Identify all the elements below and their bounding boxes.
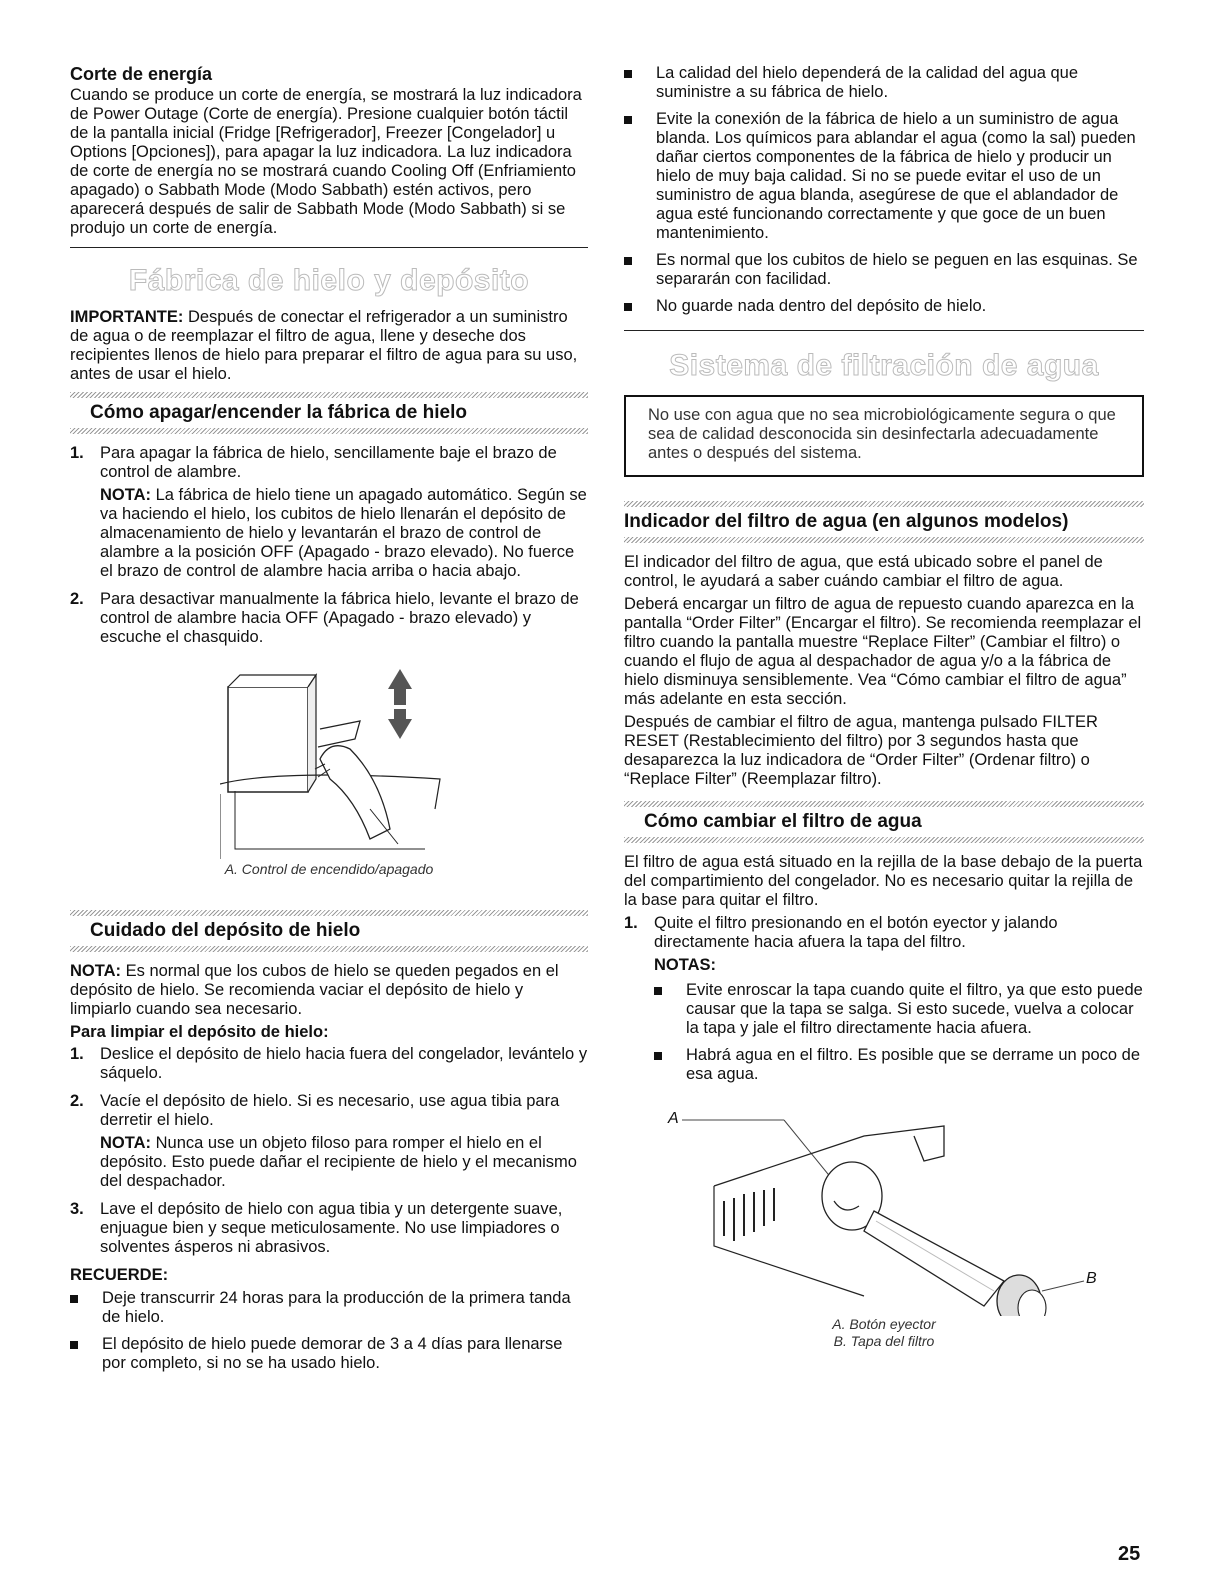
bin-care-section	[70, 910, 588, 952]
bin-care-note	[70, 962, 588, 1019]
step-text: Para desactivar manualmente la fábrica hielo, levante el brazo de control de alambre hacia OFF (Apagado - brazo elevado) y escuche el chasquido.	[100, 590, 579, 646]
remember-item	[70, 1289, 588, 1327]
icemaker-arm-drawing	[220, 669, 450, 859]
note-text: Nunca use un objeto filoso para romper el hielo en el depósito. Esto puede dañar el recipiente de hielo y el mecanismo del despachador.	[100, 1134, 577, 1190]
notes-item	[654, 981, 1144, 1038]
step-text: Deslice el depósito de hielo hacia fuera del congelador, levántelo y sáquelo.	[100, 1045, 588, 1082]
change-paragraph: El filtro de agua está situado en la rejilla de la base debajo de la puerta del compartimiento del congelador. No es necesario quitar la rejilla de la base para quitar el filtro.	[624, 853, 1143, 909]
bullet-text: No guarde nada dentro del depósito de hielo.	[656, 297, 987, 315]
callout-b-label: B	[1086, 1270, 1097, 1287]
bullet-square-icon	[70, 1289, 102, 1327]
right-column	[624, 64, 1144, 1350]
remember-title: RECUERDE:	[70, 1266, 169, 1284]
warning-box: No use con agua que no sea microbiológicamente segura o que sea de calidad desconocida sin desinfectarla adecuadamente antes o después del sistema.	[624, 395, 1144, 477]
bullet-text: El depósito de hielo puede demorar de 3 a 4 días para llenarse por completo, si no se ha usado hielo.	[102, 1335, 563, 1372]
power-outage-text: Cuando se produce un corte de energía, se mostrará la luz indicadora de Power Outage (Corte de energía). Presione cualquier botón táctil de la pantalla inicial (Fridge [Refrigerador], Freezer [Congelador] u Options [Opciones]), para apagar la luz indicadora. La luz indicadora de corte de energía no se mostrará cuando Cooling Off (Enfriamiento apagado) o Sabbath Mode (Modo Sabbath) estén activos, pero aparecerá después de salir de Sabbath Mode (Modo Sabbath) si se produjo un corte de energía.	[70, 86, 582, 237]
step-text: Lave el depósito de hielo con agua tibia y un detergente suave, enjuague bien y seque meticulosamente. No use limpiadores o solventes ásperos ni abrasivos.	[100, 1200, 563, 1256]
change-title: Cómo cambiar el filtro de agua	[644, 811, 922, 832]
filter-caption-b: B. Tapa del filtro	[833, 1333, 935, 1349]
clean-note	[100, 1134, 588, 1191]
bin-care-title: Cuidado del depósito de hielo	[90, 920, 361, 941]
indicator-paragraph: Deberá encargar un filtro de agua de repuesto cuando aparezca en la pantalla “Order Filter” (Encargar el filtro). Se recomienda reemplazar el filtro cuando la pantalla muestre “Replace Filter” (Cambiar el filtro) o cuando el flujo de agua al despachador de agua y/o a la fábrica de hielo disminuya sensiblemente. Vea “Cómo cambiar el filtro de agua” más adelante en esta sección.	[624, 595, 1142, 708]
icemaker-heading: Fábrica de hielo y depósito	[128, 264, 530, 297]
note-label: NOTA:	[70, 962, 122, 980]
filter-drawing	[624, 1106, 1104, 1316]
bullet-text: Habrá agua en el filtro. Es posible que se derrame un poco de esa agua.	[686, 1046, 1141, 1083]
onoff-step-2	[70, 590, 588, 651]
onoff-note	[100, 486, 588, 581]
onoff-title: Cómo apagar/encender la fábrica de hielo	[90, 402, 467, 423]
important-label: IMPORTANTE:	[70, 308, 184, 326]
clean-title: Para limpiar el depósito de hielo:	[70, 1023, 329, 1041]
bullet-text: Evite la conexión de la fábrica de hielo a un suministro de agua blanda. Los químicos para ablandar el agua (como la sal) pueden dañar ciertos componentes de la fábrica de hielo y producir un hielo de muy baja calidad. Si no se puede evitar el uso de un suministro de agua blanda, asegúrese de que el ablandador de agua esté funcionando correctamente y que goce de un buen mantenimiento.	[656, 110, 1136, 242]
section-rule	[624, 330, 1144, 331]
bullet-square-icon	[70, 1335, 102, 1373]
bullet-square-icon	[624, 64, 656, 102]
filtration-heading: Sistema de filtración de agua	[669, 349, 1099, 382]
bullet-text: Evite enroscar la tapa cuando quite el filtro, ya que esto puede causar que la tapa se salga. Si esto sucede, vuelva a colocar la tapa y jale el filtro directamente hacia afuera.	[686, 981, 1143, 1037]
change-step-1	[624, 914, 1144, 1092]
bullet-square-icon	[654, 1046, 686, 1084]
step-number: 1.	[70, 1045, 84, 1063]
note-text: La fábrica de hielo tiene un apagado automático. Según se va haciendo el hielo, los cubitos de hielo llenarán el depósito de almacenamiento de hielo y levantarán el brazo de control de alambre a la posición OFF (Apagado - brazo elevado). No fuerce el brazo de control de alambre hacia arriba o hacia abajo.	[100, 486, 587, 580]
remember-item	[70, 1335, 588, 1373]
step-number: 2.	[70, 1092, 84, 1110]
page-number: 25	[1118, 1543, 1141, 1565]
bullet-text: Es normal que los cubitos de hielo se peguen en las esquinas. Se separarán con facilidad.	[656, 251, 1138, 288]
note-label: NOTA:	[100, 486, 152, 504]
bullet-square-icon	[624, 110, 656, 243]
bullet-text: Deje transcurrir 24 horas para la producción de la primera tanda de hielo.	[102, 1289, 571, 1326]
step-text: Vacíe el depósito de hielo. Si es necesario, use agua tibia para derretir el hielo.	[100, 1092, 560, 1129]
bullet-text: La calidad del hielo dependerá de la calidad del agua que suministre a su fábrica de hielo.	[656, 64, 1079, 101]
power-outage-title: Corte de energía	[70, 64, 213, 84]
notes-item	[654, 1046, 1144, 1084]
bullet-square-icon	[654, 981, 686, 1038]
clean-step-1	[70, 1045, 588, 1087]
notes-title: NOTAS:	[654, 956, 717, 974]
indicator-title: Indicador del filtro de agua (en algunos modelos)	[624, 511, 1069, 532]
important-text: Después de conectar el refrigerador a un suministro de agua o de reemplazar el filtro de agua, llene y deseche dos recipientes llenos de hielo para preparar el filtro de agua para su uso, antes de usar el hielo.	[70, 308, 578, 383]
note-text: Es normal que los cubos de hielo se queden pegados en el depósito de hielo. Se recomienda vaciar el depósito de hielo y limpiarlo cuando sea necesario.	[70, 962, 559, 1018]
onoff-section	[70, 392, 588, 434]
change-section	[624, 801, 1144, 843]
important-paragraph	[70, 308, 588, 384]
step-number: 3.	[70, 1200, 84, 1218]
ice-bullet	[624, 297, 1144, 316]
indicator-paragraph: Después de cambiar el filtro de agua, mantenga pulsado FILTER RESET (Restablecimiento del filtro) por 3 segundos hasta que desaparezca la luz indicadora de “Order Filter” (Ordenar filtro) o “Replace Filter” (Reemplazar filtro).	[624, 713, 1098, 788]
filter-caption-a: A. Botón eyector	[832, 1316, 936, 1332]
filter-illustration	[624, 1106, 1104, 1316]
indicator-paragraph: El indicador del filtro de agua, que está ubicado sobre el panel de control, le ayudará a saber cuándo cambiar el filtro de agua.	[624, 553, 1103, 590]
clean-step-3	[70, 1200, 588, 1261]
onoff-step-1	[70, 444, 588, 585]
indicator-section	[624, 501, 1144, 543]
bullet-square-icon	[624, 297, 656, 316]
note-label: NOTA:	[100, 1134, 152, 1152]
section-rule	[70, 247, 588, 248]
step-number: 1.	[624, 914, 638, 932]
ice-bullet	[624, 64, 1144, 102]
icemaker-caption: A. Control de encendido/apagado	[224, 861, 434, 877]
step-number: 2.	[70, 590, 84, 608]
callout-a-label: A	[668, 1110, 679, 1127]
step-number: 1.	[70, 444, 84, 462]
clean-step-2	[70, 1092, 588, 1195]
ice-bullet	[624, 110, 1144, 243]
step-text: Para apagar la fábrica de hielo, sencillamente baje el brazo de control de alambre.	[100, 444, 557, 481]
step-text: Quite el filtro presionando en el botón eyector y jalando directamente hacia afuera la tapa del filtro.	[654, 914, 1058, 951]
left-column	[70, 64, 588, 1381]
bullet-square-icon	[624, 251, 656, 289]
ice-bullet	[624, 251, 1144, 289]
icemaker-illustration	[220, 669, 450, 859]
